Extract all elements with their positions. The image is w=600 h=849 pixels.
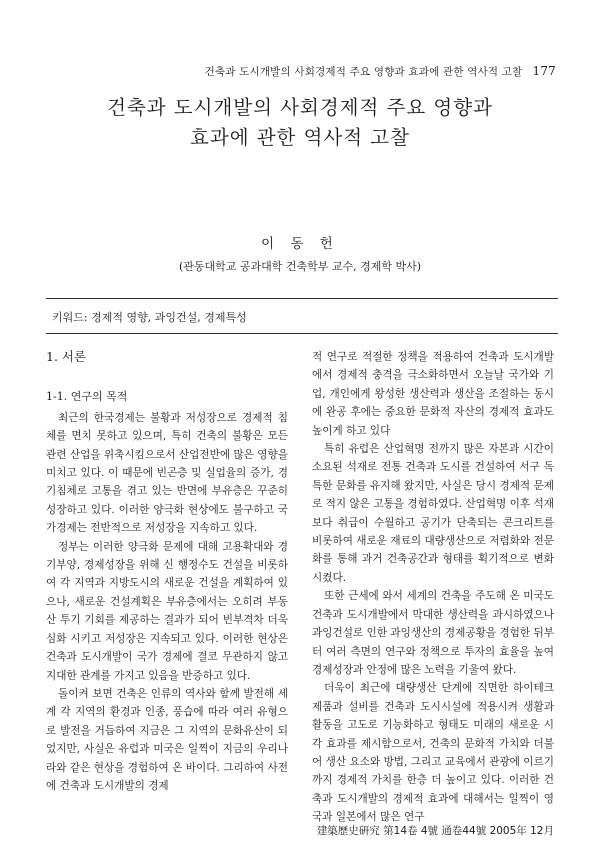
body-paragraph: 정부는 이러한 양극화 문제에 대해 고용확대와 경기부양, 경제성장을 위해 신 행정수도 건설을 비롯하여 각 지역과 지방도시의 새로운 건설을 계획하여 있으나, 새로운 건설계획은 부유층에서는 오히려 부동산 투기 기회를 제공하는 결과가 되어 빈부격차 더욱 심화 시키고 저성장은 지속되고 있다. 이러한 현상은 건축과 도시개발이 국가 경제에 결코 무관하지 않고 지대한 관계를 가지고 있음을 반증하고 있다. [46,540,288,682]
running-head-title: 건축과 도시개발의 사회경제적 주요 영향과 효과에 관한 역사적 고찰 [204,66,523,78]
keywords-top-rule [46,298,558,299]
body-paragraph: 특히 유럽은 산업혁명 전까지 많은 자본과 시간이 소요된 석재로 전통 건축과 도시를 건설하여 서구 독특한 문화를 유지해 왔지만, 사실은 당시 경제적 문제로 적지 않은 고통을 경험하였다. 산업혁명 이후 석재보다 취급이 수월하고 공기가 단축되는 콘크리트를 비롯하여 새로운 재료의 대량생산으로 저렴화와 전문화를 통해 과거 건축공간과 형태를 획기적으로 변화시켰다. [312,443,554,584]
keywords: 키워드: 경제적 영향, 과잉건설, 경제특성 [52,311,247,324]
body-paragraph: 돌이켜 보면 건축은 인류의 역사와 함께 발전해 세계 각 지역의 환경과 인종, 풍습에 따라 여러 유형으로 발전을 거듭하여 지금은 그 지역의 문화유산이 되었지만, 사실은 유럽과 미국은 일찍이 지금의 우리나라와 같은 현상을 경험하여 온 바이다. 그리하여 사전에 건축과 도시개발의 경제 [46,687,288,792]
body-paragraph: 최근의 한국경제는 불황과 저성장으로 경제적 침체를 면치 못하고 있으며, 특히 건축의 불황은 모든 관련 산업을 위축시킴으로서 산업전반에 많은 영향을 미치고 있다. 이 때문에 빈곤층 및 실업율의 증가, 경기침체로 고통을 겪고 있는 반면에 부유층은 꾸준히 성장하고 있다. 이러한 양극화 현상에도 불구하고 국가경제는 전반적으로 저성장을 지속하고 있다. [46,411,288,535]
body-paragraph: 적 연구로 적절한 정책을 적용하여 건축과 도시개발에서 경제적 충격을 극소화하면서 오늘날 국가와 기업, 개인에게 왕성한 생산력과 생산을 조절하는 동시에 완공 후에는 중요한 문화적 자산의 경제적 효과도 높이게 하고 있다 [312,351,554,437]
body-paragraph: 또한 근세에 와서 세계의 건축을 주도해 온 미국도 건축과 도시개발에서 막대한 생산력을 과시하였으나 과잉건설로 인한 과잉생산의 경제공황을 경험한 뒤부터 여러 측면의 연구와 정책으로 투자의 효율을 높여 경제성장과 안정에 많은 노력을 기울여 왔다. [312,590,554,676]
left-column [46,348,288,795]
page-number: 177 [532,64,556,78]
subsection-heading: 1-1. 연구의 목적 [46,390,128,404]
paper-title [0,93,600,153]
section-heading: 1. 서론 [46,349,87,364]
running-head [205,64,556,79]
paper-title-line-2: 효과에 관한 역사적 고찰 [190,126,410,149]
body-paragraph: 더욱이 최근에 대량생산 단계에 직면한 하이테크 제품과 설비를 건축과 도시시설에 적용시켜 생활과 활동을 고도로 기능화하고 형태도 미래의 새로운 시각 효과를 제시함으로서, 건축의 문화적 가치와 더불어 생산 요소와 방법, 그리고 교육에서 관광에 이르기까지 경제적 가치를 한층 더 높이고 있다. 이러한 건축과 도시개발의 경제적 효과에 대해서는 일찍이 영국과 일본에서 많은 연구 [312,682,554,824]
right-column [312,348,554,827]
journal-footer: 建築歷史硏究 第14卷 4號 通卷44號 2005年 12月 [316,825,554,837]
paper-title-line-1: 건축과 도시개발의 사회경제적 주요 영향과 [107,96,493,119]
keywords-bottom-rule [46,333,558,334]
author-name: 이 동 헌 [261,236,339,252]
author-affiliation: (관동대학교 공과대학 건축학부 교수, 경제학 박사) [178,260,422,273]
